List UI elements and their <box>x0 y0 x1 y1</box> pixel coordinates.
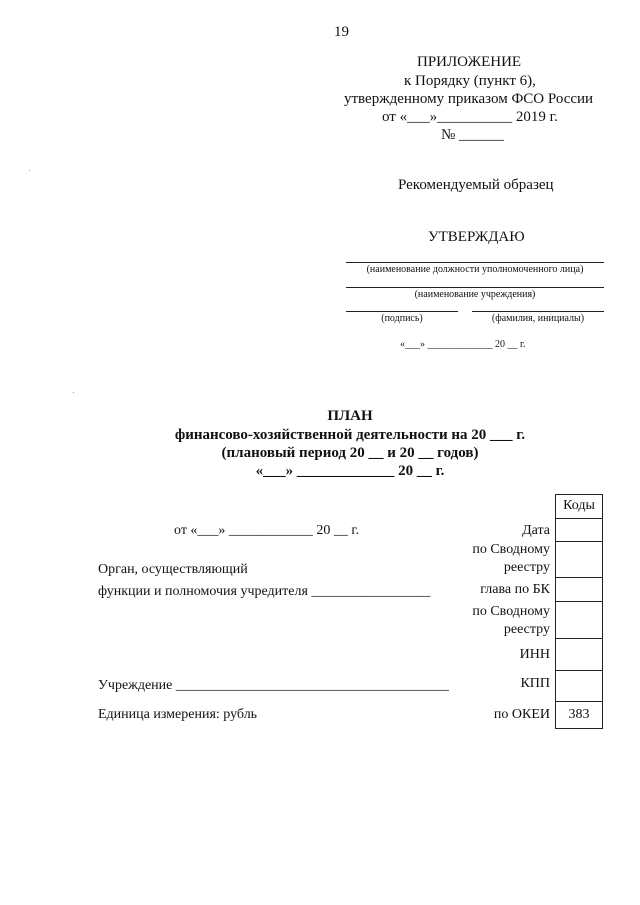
code-cell-kpp[interactable] <box>555 670 603 702</box>
plan-line-1: финансово-хозяйственной деятельности на 20 ___ г. <box>174 427 526 443</box>
appendix-line-2: утвержденному приказом ФСО России <box>344 91 594 107</box>
code-label-svod1-b: реестру <box>503 560 550 575</box>
code-cell-inn[interactable] <box>555 638 603 671</box>
code-label-kpp: КПП <box>520 676 550 691</box>
caption-position: (наименование должности уполномоченного лица) <box>366 264 584 275</box>
scan-speck <box>29 170 30 171</box>
name-line <box>472 311 604 312</box>
okei-value: 383 <box>568 707 590 722</box>
appendix-title: ПРИЛОЖЕНИЕ <box>417 54 522 70</box>
code-label-okei: по ОКЕИ <box>493 707 550 722</box>
code-label-date: Дата <box>522 523 550 538</box>
code-label-svod2-a: по Сводному <box>472 604 550 619</box>
code-label-inn: ИНН <box>519 647 550 662</box>
approve-date: «___» _____________ 20 __ г. <box>400 339 526 350</box>
organ-line-2: функции и полномочия учредителя _________________ <box>98 584 431 599</box>
code-cell-glava[interactable] <box>555 577 603 602</box>
code-label-glava: глава по БК <box>480 582 550 597</box>
form-date-from: от «___» ____________ 20 __ г. <box>174 523 360 538</box>
plan-line-3: «___» _____________ 20 __ г. <box>255 463 445 479</box>
code-label-svod1-a: по Сводному <box>472 542 550 557</box>
appendix-date-line: от «___»__________ 2019 г. <box>382 109 558 125</box>
code-cell-svod1[interactable] <box>555 541 603 578</box>
appendix-number-line: № ______ <box>441 127 505 143</box>
plan-title: ПЛАН <box>327 408 373 424</box>
caption-institution: (наименование учреждения) <box>414 289 536 300</box>
code-cell-date[interactable] <box>555 518 603 542</box>
organ-line-1: Орган, осуществляющий <box>98 562 248 577</box>
approve-title: УТВЕРЖДАЮ <box>428 229 525 245</box>
codes-header-cell <box>555 494 603 519</box>
caption-name: (фамилия, инициалы) <box>491 313 585 324</box>
signature-line <box>346 311 458 312</box>
scan-speck <box>73 392 74 393</box>
code-cell-svod2[interactable] <box>555 601 603 639</box>
unit-field: Единица измерения: рубль <box>98 707 258 722</box>
position-line <box>346 262 604 263</box>
sample-label: Рекомендуемый образец <box>398 177 554 193</box>
institution-field: Учреждение _______________________________________ <box>98 678 449 693</box>
appendix-line-1: к Порядку (пункт 6), <box>404 73 536 89</box>
code-cell-okei <box>555 701 603 729</box>
institution-line <box>346 287 604 288</box>
caption-signature: (подпись) <box>381 313 423 324</box>
plan-line-2: (плановый период 20 __ и 20 __ годов) <box>221 445 479 461</box>
code-label-svod2-b: реестру <box>503 622 550 637</box>
codes-header: Коды <box>563 498 595 513</box>
page-number: 19 <box>334 24 349 40</box>
